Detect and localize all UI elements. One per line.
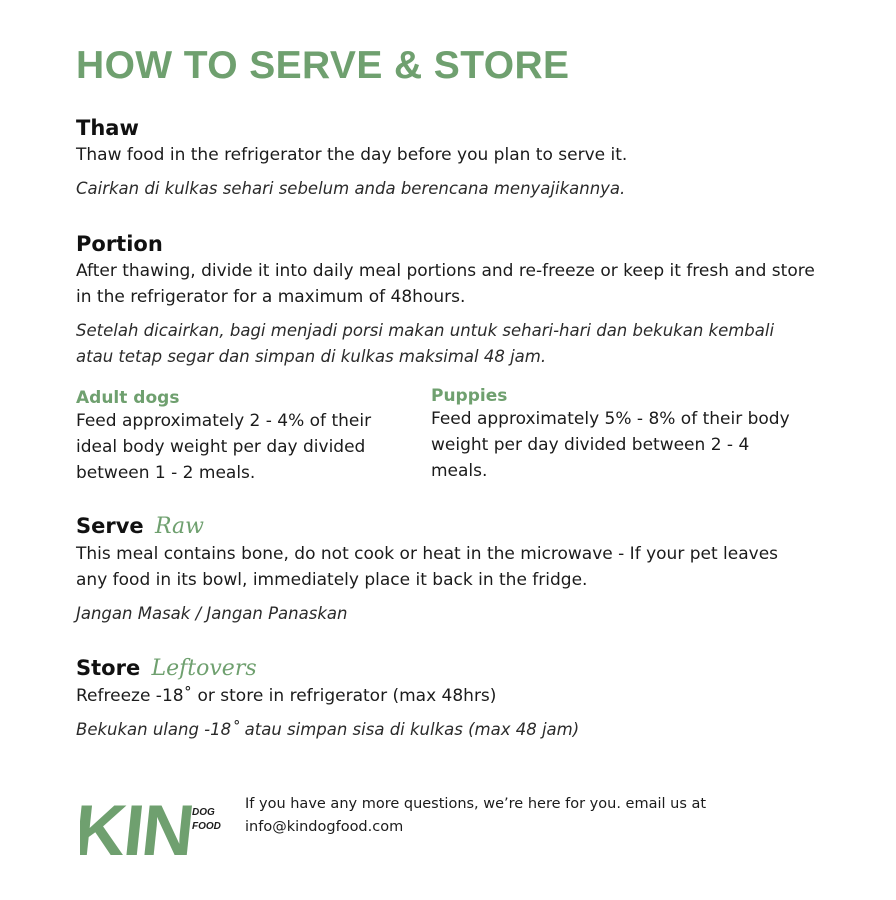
kin-logo [80,775,230,870]
contact-info [245,793,706,839]
page-title: HOW TO SERVE & STORE [76,44,570,87]
serve-heading-label: Serve [76,514,144,538]
svg-text:FOOD: FOOD [192,821,221,832]
portion-heading: Portion [76,232,163,256]
portion-text: After thawing, divide it into daily meal portions and re-freeze or keep it fresh and store in the refrigerator for a maximum of 48hours. [76,261,815,307]
thaw-heading: Thaw [76,116,139,140]
store-heading-script: Leftovers [151,656,257,681]
serve-section [76,514,836,627]
serve-heading-script: Raw [154,514,204,539]
puppies-label: Puppies [431,386,508,406]
thaw-text-id: Cairkan di kulkas sehari sebelum anda berencana menyajikannya. [76,179,626,198]
kin-logo-icon [80,775,230,870]
serve-text-id: Jangan Masak / Jangan Panaskan [76,604,348,623]
footer [80,775,800,870]
contact-line-1: If you have any more questions, we’re here for you. email us at [245,796,707,812]
store-section [76,656,836,743]
serve-heading [76,514,836,539]
thaw-text: Thaw food in the refrigerator the day before you plan to serve it. [76,145,628,165]
thaw-section [76,116,836,202]
portion-text-id: Setelah dicairkan, bagi menjadi porsi makan untuk sehari-hari dan bekukan kembali atau tetap segar dan simpan di kulkas maksimal 48 jam. [76,321,775,366]
puppies-column [431,386,801,484]
store-heading-label: Store [76,656,141,680]
adult-dogs-text: Feed approximately 2 - 4% of their ideal body weight per day divided between 1 - 2 meals. [76,411,372,483]
contact-email[interactable]: info@kindogfood.com [245,819,404,835]
svg-text:DOG: DOG [192,807,215,818]
svg-text:KIN: KIN [80,791,197,870]
store-heading [76,656,836,681]
portion-section [76,232,836,370]
puppies-text: Feed approximately 5% - 8% of their body weight per day divided between 2 - 4 meals. [431,409,790,481]
adult-dogs-column [76,388,411,486]
adult-dogs-label: Adult dogs [76,388,180,408]
serve-text: This meal contains bone, do not cook or heat in the microwave - If your pet leaves any food in its bowl, immediately place it back in the fridge. [76,544,779,590]
store-text: Refreeze -18˚ or store in refrigerator (max 48hrs) [76,686,497,706]
store-text-id: Bekukan ulang -18˚ atau simpan sisa di kulkas (max 48 jam) [76,720,580,739]
